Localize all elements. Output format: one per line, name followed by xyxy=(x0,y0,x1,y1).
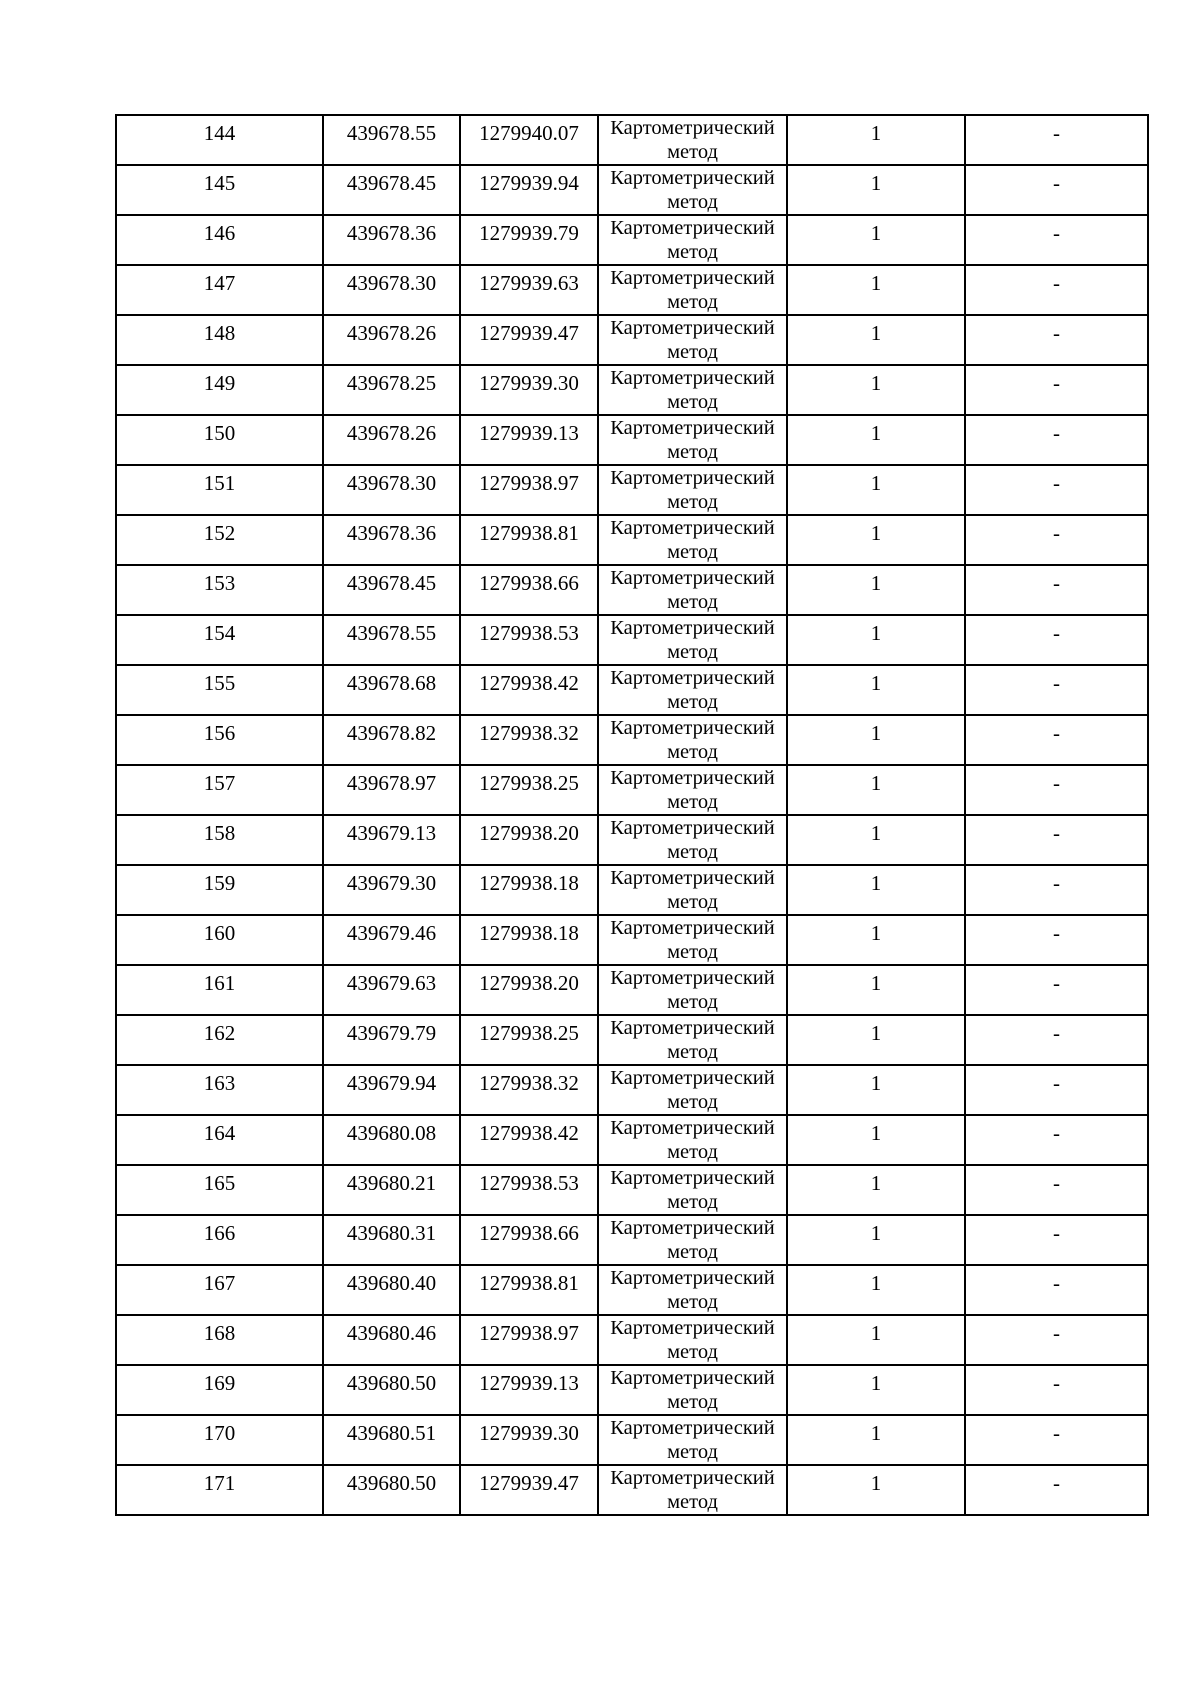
method-line-2: метод xyxy=(667,791,718,813)
accuracy-cell: 1 xyxy=(787,565,965,615)
method-line-2: метод xyxy=(667,641,718,663)
method-cell xyxy=(598,1115,787,1165)
point-number-cell: 145 xyxy=(116,165,323,215)
accuracy-cell: 1 xyxy=(787,765,965,815)
table-row xyxy=(116,165,1148,215)
accuracy-cell: 1 xyxy=(787,1165,965,1215)
table-row xyxy=(116,515,1148,565)
point-number-cell: 161 xyxy=(116,965,323,1015)
y-coordinate-cell: 1279938.20 xyxy=(460,815,598,865)
table-row xyxy=(116,1465,1148,1515)
method-line-1: Картометрический xyxy=(610,1467,775,1489)
point-number-cell: 163 xyxy=(116,1065,323,1115)
x-coordinate-cell: 439680.46 xyxy=(323,1315,460,1365)
y-coordinate-cell: 1279939.47 xyxy=(460,1465,598,1515)
method-line-2: метод xyxy=(667,1241,718,1263)
y-coordinate-cell: 1279939.63 xyxy=(460,265,598,315)
method-line-1: Картометрический xyxy=(610,267,775,289)
method-cell xyxy=(598,915,787,965)
accuracy-cell: 1 xyxy=(787,415,965,465)
method-cell xyxy=(598,1415,787,1465)
y-coordinate-cell: 1279938.25 xyxy=(460,765,598,815)
point-number-cell: 169 xyxy=(116,1365,323,1415)
note-cell: - xyxy=(965,1415,1148,1465)
x-coordinate-cell: 439678.55 xyxy=(323,115,460,165)
method-line-2: метод xyxy=(667,1491,718,1513)
accuracy-cell: 1 xyxy=(787,365,965,415)
method-line-1: Картометрический xyxy=(610,617,775,639)
point-number-cell: 160 xyxy=(116,915,323,965)
x-coordinate-cell: 439680.31 xyxy=(323,1215,460,1265)
table-row xyxy=(116,1115,1148,1165)
table-row xyxy=(116,1365,1148,1415)
y-coordinate-cell: 1279938.53 xyxy=(460,615,598,665)
method-cell xyxy=(598,465,787,515)
method-line-2: метод xyxy=(667,191,718,213)
method-line-1: Картометрический xyxy=(610,867,775,889)
x-coordinate-cell: 439680.08 xyxy=(323,1115,460,1165)
method-cell xyxy=(598,865,787,915)
point-number-cell: 146 xyxy=(116,215,323,265)
method-line-2: метод xyxy=(667,991,718,1013)
point-number-cell: 152 xyxy=(116,515,323,565)
x-coordinate-cell: 439678.26 xyxy=(323,315,460,365)
accuracy-cell: 1 xyxy=(787,915,965,965)
point-number-cell: 170 xyxy=(116,1415,323,1465)
point-number-cell: 166 xyxy=(116,1215,323,1265)
table-row xyxy=(116,565,1148,615)
table-row xyxy=(116,1315,1148,1365)
method-line-1: Картометрический xyxy=(610,1067,775,1089)
x-coordinate-cell: 439678.25 xyxy=(323,365,460,415)
point-number-cell: 167 xyxy=(116,1265,323,1315)
method-cell xyxy=(598,1165,787,1215)
table-row xyxy=(116,465,1148,515)
note-cell: - xyxy=(965,1165,1148,1215)
point-number-cell: 158 xyxy=(116,815,323,865)
method-cell xyxy=(598,315,787,365)
y-coordinate-cell: 1279939.79 xyxy=(460,215,598,265)
accuracy-cell: 1 xyxy=(787,715,965,765)
note-cell: - xyxy=(965,965,1148,1015)
method-cell xyxy=(598,1315,787,1365)
method-cell xyxy=(598,565,787,615)
note-cell: - xyxy=(965,215,1148,265)
point-number-cell: 156 xyxy=(116,715,323,765)
note-cell: - xyxy=(965,1215,1148,1265)
point-number-cell: 147 xyxy=(116,265,323,315)
x-coordinate-cell: 439679.63 xyxy=(323,965,460,1015)
y-coordinate-cell: 1279939.30 xyxy=(460,1415,598,1465)
x-coordinate-cell: 439680.21 xyxy=(323,1165,460,1215)
table-row xyxy=(116,1065,1148,1115)
method-line-1: Картометрический xyxy=(610,1217,775,1239)
method-cell xyxy=(598,215,787,265)
accuracy-cell: 1 xyxy=(787,1115,965,1165)
method-line-2: метод xyxy=(667,941,718,963)
method-line-2: метод xyxy=(667,741,718,763)
note-cell: - xyxy=(965,315,1148,365)
y-coordinate-cell: 1279938.97 xyxy=(460,1315,598,1365)
x-coordinate-cell: 439678.97 xyxy=(323,765,460,815)
point-number-cell: 159 xyxy=(116,865,323,915)
note-cell: - xyxy=(965,815,1148,865)
y-coordinate-cell: 1279938.18 xyxy=(460,915,598,965)
x-coordinate-cell: 439678.26 xyxy=(323,415,460,465)
method-line-2: метод xyxy=(667,1191,718,1213)
note-cell: - xyxy=(965,1315,1148,1365)
y-coordinate-cell: 1279938.42 xyxy=(460,1115,598,1165)
table-row xyxy=(116,615,1148,665)
method-cell xyxy=(598,165,787,215)
method-line-1: Картометрический xyxy=(610,417,775,439)
accuracy-cell: 1 xyxy=(787,865,965,915)
note-cell: - xyxy=(965,1015,1148,1065)
method-line-1: Картометрический xyxy=(610,667,775,689)
method-cell xyxy=(598,1465,787,1515)
method-line-1: Картометрический xyxy=(610,1317,775,1339)
accuracy-cell: 1 xyxy=(787,665,965,715)
method-line-2: метод xyxy=(667,541,718,563)
x-coordinate-cell: 439678.45 xyxy=(323,165,460,215)
method-line-1: Картометрический xyxy=(610,917,775,939)
method-cell xyxy=(598,365,787,415)
point-number-cell: 164 xyxy=(116,1115,323,1165)
method-line-1: Картометрический xyxy=(610,167,775,189)
method-line-1: Картометрический xyxy=(610,1267,775,1289)
accuracy-cell: 1 xyxy=(787,265,965,315)
method-cell xyxy=(598,415,787,465)
accuracy-cell: 1 xyxy=(787,465,965,515)
accuracy-cell: 1 xyxy=(787,215,965,265)
method-line-1: Картометрический xyxy=(610,967,775,989)
accuracy-cell: 1 xyxy=(787,815,965,865)
note-cell: - xyxy=(965,415,1148,465)
method-cell xyxy=(598,1365,787,1415)
note-cell: - xyxy=(965,115,1148,165)
method-cell xyxy=(598,765,787,815)
table-row xyxy=(116,915,1148,965)
table-row xyxy=(116,965,1148,1015)
table-row xyxy=(116,1165,1148,1215)
note-cell: - xyxy=(965,1465,1148,1515)
method-line-2: метод xyxy=(667,141,718,163)
method-line-1: Картометрический xyxy=(610,1117,775,1139)
method-line-1: Картометрический xyxy=(610,817,775,839)
table-row xyxy=(116,715,1148,765)
y-coordinate-cell: 1279939.30 xyxy=(460,365,598,415)
note-cell: - xyxy=(965,365,1148,415)
y-coordinate-cell: 1279938.81 xyxy=(460,1265,598,1315)
x-coordinate-cell: 439678.30 xyxy=(323,265,460,315)
note-cell: - xyxy=(965,515,1148,565)
x-coordinate-cell: 439678.68 xyxy=(323,665,460,715)
point-number-cell: 150 xyxy=(116,415,323,465)
method-line-1: Картометрический xyxy=(610,367,775,389)
point-number-cell: 165 xyxy=(116,1165,323,1215)
table-row xyxy=(116,365,1148,415)
note-cell: - xyxy=(965,265,1148,315)
y-coordinate-cell: 1279938.66 xyxy=(460,565,598,615)
x-coordinate-cell: 439680.50 xyxy=(323,1365,460,1415)
note-cell: - xyxy=(965,615,1148,665)
point-number-cell: 154 xyxy=(116,615,323,665)
x-coordinate-cell: 439678.45 xyxy=(323,565,460,615)
x-coordinate-cell: 439678.55 xyxy=(323,615,460,665)
y-coordinate-cell: 1279938.97 xyxy=(460,465,598,515)
method-line-1: Картометрический xyxy=(610,717,775,739)
method-line-1: Картометрический xyxy=(610,1367,775,1389)
note-cell: - xyxy=(965,1265,1148,1315)
y-coordinate-cell: 1279939.47 xyxy=(460,315,598,365)
table-row xyxy=(116,815,1148,865)
table-row xyxy=(116,1015,1148,1065)
accuracy-cell: 1 xyxy=(787,1015,965,1065)
accuracy-cell: 1 xyxy=(787,965,965,1015)
table-body xyxy=(116,115,1148,1515)
accuracy-cell: 1 xyxy=(787,1415,965,1465)
method-cell xyxy=(598,615,787,665)
method-cell xyxy=(598,115,787,165)
x-coordinate-cell: 439679.94 xyxy=(323,1065,460,1115)
method-line-1: Картометрический xyxy=(610,467,775,489)
point-number-cell: 162 xyxy=(116,1015,323,1065)
note-cell: - xyxy=(965,1115,1148,1165)
note-cell: - xyxy=(965,865,1148,915)
method-line-2: метод xyxy=(667,691,718,713)
y-coordinate-cell: 1279938.42 xyxy=(460,665,598,715)
accuracy-cell: 1 xyxy=(787,615,965,665)
method-cell xyxy=(598,715,787,765)
note-cell: - xyxy=(965,565,1148,615)
point-number-cell: 149 xyxy=(116,365,323,415)
x-coordinate-cell: 439680.51 xyxy=(323,1415,460,1465)
point-number-cell: 171 xyxy=(116,1465,323,1515)
point-number-cell: 168 xyxy=(116,1315,323,1365)
method-cell xyxy=(598,265,787,315)
method-line-1: Картометрический xyxy=(610,767,775,789)
y-coordinate-cell: 1279938.25 xyxy=(460,1015,598,1065)
table-row xyxy=(116,115,1148,165)
y-coordinate-cell: 1279938.66 xyxy=(460,1215,598,1265)
y-coordinate-cell: 1279938.32 xyxy=(460,1065,598,1115)
method-line-2: метод xyxy=(667,1291,718,1313)
method-line-1: Картометрический xyxy=(610,1417,775,1439)
x-coordinate-cell: 439679.46 xyxy=(323,915,460,965)
x-coordinate-cell: 439678.36 xyxy=(323,515,460,565)
method-line-2: метод xyxy=(667,341,718,363)
y-coordinate-cell: 1279938.20 xyxy=(460,965,598,1015)
y-coordinate-cell: 1279939.13 xyxy=(460,1365,598,1415)
method-line-2: метод xyxy=(667,291,718,313)
x-coordinate-cell: 439678.36 xyxy=(323,215,460,265)
note-cell: - xyxy=(965,765,1148,815)
accuracy-cell: 1 xyxy=(787,165,965,215)
note-cell: - xyxy=(965,915,1148,965)
method-line-1: Картометрический xyxy=(610,567,775,589)
point-number-cell: 148 xyxy=(116,315,323,365)
note-cell: - xyxy=(965,1365,1148,1415)
method-cell xyxy=(598,515,787,565)
point-number-cell: 157 xyxy=(116,765,323,815)
accuracy-cell: 1 xyxy=(787,1315,965,1365)
table-row xyxy=(116,265,1148,315)
method-line-2: метод xyxy=(667,841,718,863)
method-line-1: Картометрический xyxy=(610,117,775,139)
x-coordinate-cell: 439679.13 xyxy=(323,815,460,865)
table-row xyxy=(116,1265,1148,1315)
method-line-1: Картометрический xyxy=(610,517,775,539)
method-line-1: Картометрический xyxy=(610,317,775,339)
method-cell xyxy=(598,1265,787,1315)
accuracy-cell: 1 xyxy=(787,1465,965,1515)
method-cell xyxy=(598,1215,787,1265)
x-coordinate-cell: 439678.30 xyxy=(323,465,460,515)
note-cell: - xyxy=(965,165,1148,215)
table-row xyxy=(116,415,1148,465)
method-line-1: Картометрический xyxy=(610,217,775,239)
point-number-cell: 155 xyxy=(116,665,323,715)
y-coordinate-cell: 1279939.94 xyxy=(460,165,598,215)
point-number-cell: 153 xyxy=(116,565,323,615)
table-row xyxy=(116,1415,1148,1465)
y-coordinate-cell: 1279939.13 xyxy=(460,415,598,465)
point-number-cell: 151 xyxy=(116,465,323,515)
method-line-1: Картометрический xyxy=(610,1017,775,1039)
x-coordinate-cell: 439679.30 xyxy=(323,865,460,915)
accuracy-cell: 1 xyxy=(787,315,965,365)
method-line-2: метод xyxy=(667,441,718,463)
y-coordinate-cell: 1279938.18 xyxy=(460,865,598,915)
x-coordinate-cell: 439678.82 xyxy=(323,715,460,765)
method-cell xyxy=(598,1015,787,1065)
method-cell xyxy=(598,965,787,1015)
method-cell xyxy=(598,815,787,865)
table-row xyxy=(116,315,1148,365)
y-coordinate-cell: 1279938.32 xyxy=(460,715,598,765)
method-line-2: метод xyxy=(667,1341,718,1363)
table-row xyxy=(116,865,1148,915)
note-cell: - xyxy=(965,1065,1148,1115)
y-coordinate-cell: 1279940.07 xyxy=(460,115,598,165)
accuracy-cell: 1 xyxy=(787,1365,965,1415)
method-cell xyxy=(598,665,787,715)
method-line-2: метод xyxy=(667,391,718,413)
method-cell xyxy=(598,1065,787,1115)
method-line-2: метод xyxy=(667,1041,718,1063)
coordinates-table xyxy=(115,114,1149,1516)
method-line-2: метод xyxy=(667,1141,718,1163)
accuracy-cell: 1 xyxy=(787,115,965,165)
method-line-2: метод xyxy=(667,241,718,263)
accuracy-cell: 1 xyxy=(787,1265,965,1315)
table-row xyxy=(116,765,1148,815)
y-coordinate-cell: 1279938.53 xyxy=(460,1165,598,1215)
x-coordinate-cell: 439679.79 xyxy=(323,1015,460,1065)
method-line-2: метод xyxy=(667,491,718,513)
method-line-2: метод xyxy=(667,1441,718,1463)
note-cell: - xyxy=(965,665,1148,715)
table-row xyxy=(116,665,1148,715)
method-line-2: метод xyxy=(667,591,718,613)
accuracy-cell: 1 xyxy=(787,1215,965,1265)
table-row xyxy=(116,215,1148,265)
point-number-cell: 144 xyxy=(116,115,323,165)
method-line-2: метод xyxy=(667,1091,718,1113)
table-row xyxy=(116,1215,1148,1265)
x-coordinate-cell: 439680.50 xyxy=(323,1465,460,1515)
method-line-2: метод xyxy=(667,1391,718,1413)
x-coordinate-cell: 439680.40 xyxy=(323,1265,460,1315)
note-cell: - xyxy=(965,465,1148,515)
accuracy-cell: 1 xyxy=(787,1065,965,1115)
method-line-2: метод xyxy=(667,891,718,913)
accuracy-cell: 1 xyxy=(787,515,965,565)
note-cell: - xyxy=(965,715,1148,765)
method-line-1: Картометрический xyxy=(610,1167,775,1189)
y-coordinate-cell: 1279938.81 xyxy=(460,515,598,565)
